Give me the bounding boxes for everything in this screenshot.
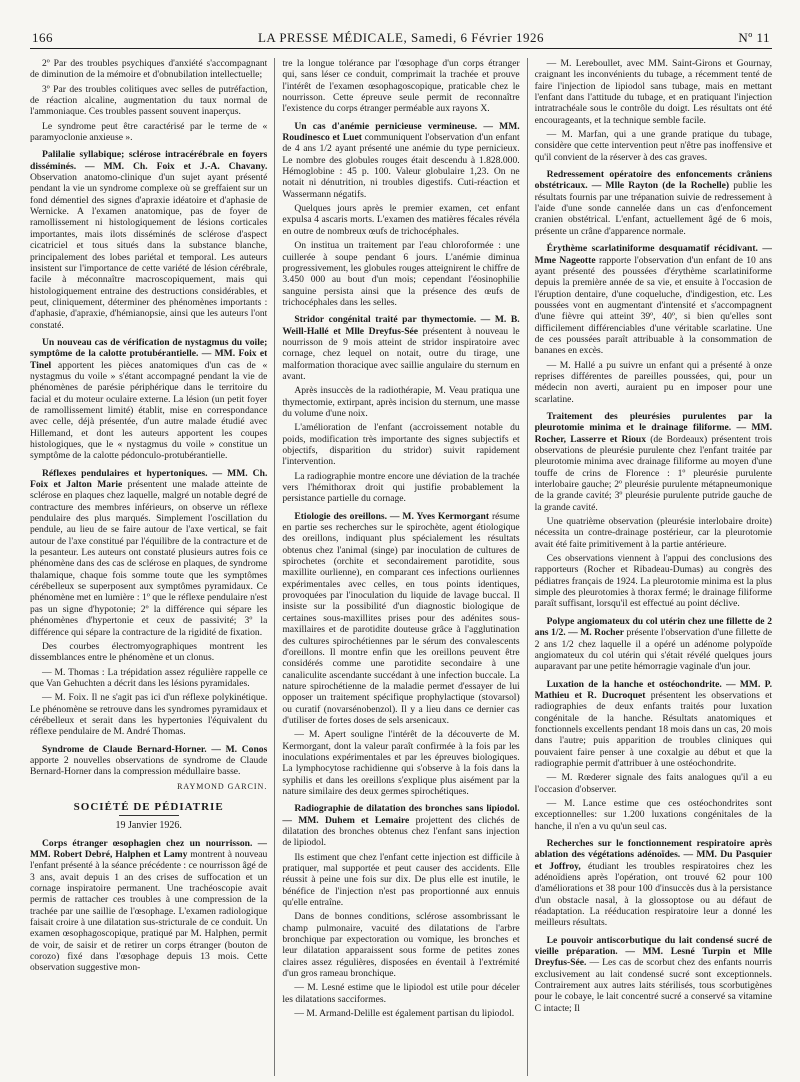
article-heading: Palilalie syllabique; sclérose intracérébrale en foyers disséminés. — MM. Ch. Foix et J.-A. Chavany. [30, 149, 268, 172]
article-heading: Radiographie de dilatation des bronches sans lipiodol. — MM. Duhem et Lemaire [282, 803, 520, 826]
paragraph: On institua un traitement par l'eau chloroformée : une cuillerée à soupe pendant 6 jours. L'anémie diminua progressivement, les globules rouges atteignirent le chiffre de 3.450 000 au bout d'un mois; cependant l'éosinophilie sanguine persista ainsi que la présence des œufs de trichocéphales dans les selles. [282, 240, 520, 308]
page-number: 166 [32, 30, 53, 45]
paragraph: — M. Rœderer signale des faits analogues qu'il a eu l'occasion d'observer. [534, 772, 772, 795]
column-separator [274, 58, 275, 1076]
article-heading: Recherches sur le fonctionnement respiratoire après ablation des végétations adénoïdes. — MM. Du Pasquier et Joffroy, [534, 838, 772, 872]
article-heading: Polype angiomateux du col utérin chez une fillette de 2 ans 1/2. — M. Rocher [534, 615, 772, 639]
paragraph: — M. Apert souligne l'intérêt de la découverte de M. Kermorgant, dont la valeur paraît confirmée à la fois par les inoculations expérimentales et par les épreuves biologiques. La lymphocytose rachidienne qui s'observe à la fois dans la syphilis et dans les oreillons s'explique plus aisément par la nature similaire des deux germes spirochétiques. [282, 729, 520, 797]
paragraph: — M. Thomas : La trépidation assez régulière rappelle ce que Van Gehuchten a décrit dans les lésions pyramidales. [30, 666, 268, 689]
page-header [30, 28, 772, 48]
article-body: résume en partie ses recherches sur le spirochète, agent étiologique des oreillons, indiquant plus spécialement les résultats obtenus chez l'animal (singe) par inoculation de cultures de spirochetes (orchite et secondairement parotidite, sous maxillite ourlienne), en comparant ces infections ourliennes expérimentales avec celles, en tous points identiques, provoquées par l'inoculation du liquide de lavage buccal. Il insiste sur la possibilité d'un diagnostic biologique de certaines sous-maxillites prises pour des adénites sous-maxillaires et de parotidite douteuse grâce à l'agglutination des cultures spirochétiennes par le sérum des convalescents d'oreillons. Il montre enfin que les oreillons peuvent être considérés comme une parotidite secondaire à une canaliculite ascendante succédant à une infection buccale. La nature spirochétienne de la maladie permet d'essayer de lui opposer un traitement spécifique prophylactique (stovarsol) ou curatif (novarsénobenzol). Il y a lieu dans ce dernier cas d'utiliser de fortes doses de sels arsenicaux. [282, 510, 520, 726]
article [30, 838, 267, 974]
paragraph: Le syndrome peut être caractérisé par le terme de « paramyoclonie anxieuse ». [30, 120, 268, 144]
article-body: (de Bordeaux) présentent trois observations de pleurésie purulente chez l'enfant traitée par pleurotomie minima avec drainage filiforme au moyen d'une touffe de crins de Florence : 1º pleurésie purulente interlobaire gauche; 2º pleurésie purulente métapneumonique de la grande cavité; 3º pleurésie purulente putride gauche de la grande cavité. [534, 433, 772, 513]
article [535, 838, 772, 929]
article-body: présentent à nouveau le nourrisson de 9 mois atteint de stridor inspiratoire avec cornage, chez lequel on notait, outre du tirage, une malformation thoracique avec saillie angulaire du sternum en avant. [282, 325, 520, 382]
article-heading: Érythème scarlatiniforme desquamatif récidivant. — Mme Nageotte [534, 243, 772, 266]
paragraph: — M. Armand-Delille est également partisan du lipiodol. [294, 1008, 515, 1020]
article-heading: Stridor congénital traité par thymectomie. — M. B. Weill-Hallé et Mlle Dreyfus-Sée [282, 314, 520, 337]
article-body: montrent à nouveau l'enfant présenté à la séance précédente : ce nourrisson âgé de 3 ans, avait depuis 1 an des crises de suffocation et un cornage inspiratoire permanent. Une trachéoscopie avait permis de rattacher ces troubles à une compression de la trachée par une saillie de l'œsophage. L'examen radiologique faisait croire à une dilatation sus-stricturale de ce conduit. Un examen œsophagoscopique, pratiqué par M. Halphen, permit de voir, de saisir et de retirer un corps étranger (bouton de corozo) fixé dans l'œsophage depuis 13 mois. Cette observation suggestive mon- [30, 849, 268, 974]
section-header [30, 802, 267, 816]
article [535, 679, 772, 770]
paragraph: — M. Lance estime que ces ostéochondrites sont exceptionnelles: sur 1.200 luxations congénitales de la hanche, il n'en a vu qu'un seul cas. [534, 797, 772, 832]
paragraph: — M. Marfan, qui a une grande pratique du tubage, considère que cette intervention peut n'être pas inoffensive et qu'il convient de la réserver à des cas graves. [534, 129, 772, 163]
paragraph: L'amélioration de l'enfant (accroissement notable du poids, modification très importante des signes subjectifs et objectifs, disparition du stridor) suivit rapidement l'intervention. [282, 422, 520, 468]
article-body: communiquent l'observation d'un enfant de 4 ans 1/2 ayant présenté une anémie du type pernicieux. Le nombre des globules rouges était descendu à 1.828.000. Hémoglobine : 45 p. 100. Valeur globulaire 1,23. On ne notait ni dénutrition, ni troubles digestifs. Cuti-réaction et Wassermann négatifs. [282, 132, 520, 200]
paragraph: tre la longue tolérance par l'œsophage d'un corps étranger qui, sans léser ce conduit, comprimait la trachée et prouve l'intérêt de l'examen œsophagoscopique, praticable chez le nourrisson. Cette épreuve seule permit de reconnaître l'existence du corps étranger perméable aux rayons X. [282, 58, 520, 115]
article-heading: Corps étranger œsophagien chez un nourrisson. — MM. Robert Debré, Halphen et Lamy [30, 837, 268, 860]
article [30, 149, 267, 331]
paragraph: — M. Foix. Il ne s'agit pas ici d'un réflexe polykinétique. Le phénomène se retrouve dans les syndromes pyramidaux et cérébelleux et serait dans les hypertonies l'équivalent du réflexe pendulaire de M. André Thomas. [30, 692, 268, 738]
article [282, 314, 519, 382]
article-heading: Un nouveau cas de vérification de nystagmus du voile; symptôme de la calotte protubérantielle. — MM. Foix et Tinel [30, 336, 268, 371]
article-heading: Syndrome de Claude Bernard-Horner. — M. Conos [42, 743, 268, 755]
article-heading: Luxation de la hanche et ostéochondrite. — MM. P. Mathieu et R. Ducroquet [534, 678, 772, 701]
paragraph: — M. Lesné estime que le lipiodol est utile pour déceler les dilatations sacciformes. [282, 982, 520, 1005]
article-body: — Les cas de scorbut chez des enfants nourris exclusivement au lait condensé sucré sont exceptionnels. Contrairement aux autres laits stérilisés, tous scorbutigènes pour le cobaye, le lait concentré sucré a conservé sa vitamine C intacte; Il [534, 957, 772, 1014]
article-body: étudiant les troubles respiratoires chez les adénoïdiens après l'opération, ont trouvé 62 pour 100 d'améliorations et 38 pour 100 d'insuccès dus à la persistance d'un obstacle nasal, à la glossoptose ou au défaut de réadaptation. La rééducation respiratoire leur a donné les meilleurs résultats. [534, 860, 772, 929]
paragraph: 3º Par des troubles colitiques avec selles de putréfaction, de réaction alcaline, augmentation du taux normal de l'ammoniaque. Ces troubles passent souvent inaperçus. [30, 83, 268, 118]
article [535, 411, 772, 513]
paragraph: Des courbes électromyographiques montrent les dissemblances entre le phénomène et un clonus. [30, 640, 268, 664]
paragraph: Dans de bonnes conditions, sclérose assombrissant le champ pulmonaire, vacuité des dilatations de l'arbre bronchique par expectoration ou vomique, les bronches et leur dilatation apparaissent sous forme de petites zones claires assez régulières, disposées en éventail à l'extrémité d'un gros rameau bronchique. [282, 911, 520, 980]
paragraph: Après insuccès de la radiothérapie, M. Veau pratiqua une thymectomie, extirpant, après incision du sternum, une masse du volume d'une noix. [282, 385, 520, 419]
article-heading: Le pouvoir antiscorbutique du lait condensé sucré de vieille préparation. — MM. Lesné Turpin et Mlle Dreyfus-Sée. [534, 934, 772, 969]
article-heading: Etiologie des oreillons. — M. Yves Kermorgant [294, 510, 490, 522]
article [535, 169, 772, 237]
column-separator [527, 58, 528, 1076]
columns [30, 58, 772, 1076]
paragraph: Une quatrième observation (pleurésie interlobaire droite) nécessita un contre-drainage postérieur, car la pleurotomie avait été faite primitivement à la partie antérieure. [534, 516, 772, 550]
article [282, 511, 519, 727]
article-heading: Traitement des pleurésies purulentes par la pleurotomie minima et le drainage filiforme. — MM. Rocher, Lasserre et Rioux [534, 410, 772, 445]
column-1 [30, 58, 267, 1076]
column-2 [282, 58, 519, 1076]
article [30, 744, 267, 778]
section-rule [119, 815, 179, 816]
paragraph: — M. Lereboullet, avec MM. Saint-Girons et Gournay, craignant les inconvénients du tubage, a récemment tenté de faire l'injection de lipiodol sans tubage, mais en mettant l'enfant dans l'attitude du tubage, et en pratiquant l'injection intratrachéale sous le contrôle du doigt. Les résultats ont été encourageants, et la technique semble facile. [534, 58, 772, 126]
paragraph: La radiographie montre encore une déviation de la trachée vers l'hémithorax droit qui justifie probablement la persistance partielle du cornage. [282, 470, 520, 505]
author-signature: RAYMOND GARCIN. [177, 781, 268, 791]
article-body: rapporte l'observation d'un enfant de 10 ans ayant présenté des poussées d'érythème scarlatiniforme depuis la première année de sa vie, et ensuite à l'occasion de l'éruption dentaire, d'une coqueluche, d'indigestion, etc. Les poussées vont en augmentant d'intensité et s'accompagnent d'une fièvre qui atteint 39º, 40º, si bien qu'elles sont difficilement différenciables d'une véritable scarlatine. Une de ces poussées paraît attribuable à la consommation de bananes en excès. [534, 254, 772, 357]
paragraph: 2º Par des troubles psychiques d'anxiété s'accompagnant de diminution de la mémoire et d'obnubilation intellectuelle; [30, 58, 268, 81]
article-body: apportent les pièces anatomiques d'un cas de « nystagmus du voile » s'étant accompagné pendant la vie de phénomènes de parésie périphérique dans le territoire du facial et du moteur oculaire externe. La lésion (un petit foyer de ramollissement limité) établit, mise en correspondance avec celle, déjà présentée, d'un autre malade étudié avec Hillemand, et dont les auteurs apportent les coupes histologiques, que le « nystagmus du voile » constitue un symptôme de la calotte pédonculo-protubérantielle. [30, 359, 268, 462]
issue-number: Nº 11 [738, 30, 770, 45]
article-body: apporte 2 nouvelles observations de syndrome de Claude Bernard-Horner dans la compression médullaire basse. [30, 754, 268, 778]
paragraph: Quelques jours après le premier examen, cet enfant expulsa 4 ascaris morts. L'examen des matières fécales révéla en outre de nombreux œufs de trichocéphales. [282, 203, 520, 237]
paragraph: Ces observations viennent à l'appui des conclusions des rapporteurs (Rocher et Ribadeau-Dumas) au congrès des pédiatres français de 1924. La pleurotomie minima est la plus simple des pleurotomies à thorax fermé; le drainage filiforme paraît suffisant, lorsqu'il est effectué au point déclive. [534, 553, 772, 610]
paragraph: — M. Hallé a pu suivre un enfant qui a présenté à onze reprises différentes de pareilles poussées, qui, pour un médecin non averti, auraient pu en imposer pour une scarlatine. [534, 359, 772, 405]
section-date: 19 Janvier 1926. [115, 820, 182, 832]
paragraph: Ils estiment que chez l'enfant cette injection est difficile à pratiquer, mal supportée et peut causer des accidents. Elle réussit à peine une fois sur dix. De plus elle est inutile, le bénéfice de l'injection n'est pas proportionné aux ennuis qu'elle entraîne. [282, 851, 520, 909]
article [535, 935, 772, 1014]
article-heading: Redressement opératoire des enfoncements crâniens obstétricaux. — Mlle Rayton (de la Rochelle) [534, 169, 772, 192]
article-heading: Réflexes pendulaires et hypertoniques. — MM. Ch. Foix et Jalton Marie [30, 467, 268, 491]
article-body: publie les résultats fournis par une trépanation suivie de redressement à l'aide d'une sonde cannelée dans un cas d'enfoncement cranien obstétrical. L'enfant, actuellement âgé de 6 mois, présente un crâne d'apparence normale. [534, 180, 772, 237]
article [282, 803, 519, 848]
article [30, 468, 267, 638]
article-body: présentent une malade atteinte de sclérose en plaques chez laquelle, malgré un notable degré de contracture des membres inférieurs, on observe un réflexe pendulaire des plus marqués. Simplement l'oscillation du pendule, au lieu de se faire autour de l'axe vertical, se fait autour de l'axe constitué par l'équilibre de la contracture et de la pesanteur. Les auteurs ont constaté plusieurs autres fois ce phénomène dans des cas de sclérose en plaques, de syndrome thalamique, chaque fois somme toute que les symptômes cérébelleux se superposent aux symptômes pyramidaux. Ce phénomène met en lumière : 1º que le réflexe pendulaire n'est pas un signe d'hypotonie; 2º la différence qui sépare les phénomènes d'hypertonie et ceux de passivité; 3º la différence qui sépare la contracture de la rigidité de fixation. [30, 479, 268, 638]
article-body: projettent des clichés de dilatation des bronches obtenus chez l'enfant sans injection de lipiodol. [282, 814, 520, 849]
section-title: SOCIÉTÉ DE PÉDIATRIE [73, 800, 224, 813]
header-rule [30, 48, 772, 49]
journal-title: LA PRESSE MÉDICALE, Samedi, 6 Février 1926 [257, 30, 545, 45]
article [282, 121, 519, 200]
article [535, 616, 772, 673]
article-heading: Un cas d'anémie pernicieuse vermineuse. — MM. Roudinesco et Luet [282, 120, 520, 144]
article-body: présente l'observation d'une fillette de 2 ans 1/2 chez laquelle il a opéré un adénome polypoïde angiomateux du col utérin qui s'était révélé quelques jours auparavant par une petite hémorragie vaginale d'un jour. [534, 627, 772, 673]
article-body: Observation anatomo-clinique d'un sujet ayant présenté pendant la vie un syndrome complexe où se greffaient sur un fond démentiel des signes d'apraxie idéatoire et d'aphasie de Wernicke. A l'examen anatomique, pas de foyer de ramollissement ni histologiquement de lésions corticales importantes, mais ilots disséminés de sclérose d'aspect cicatriciel et tous situés dans la substance blanche, principalement des lobes pariétal et temporal. Les auteurs insistent sur l'importance de cette variété de lésion cérébrale, facile à méconnaître macroscopiquement, mais qui histologiquement entraine des destructions considérables, et peut, cliniquement, déterminer des phénomènes importants : d'aphasie, d'apraxie, d'hémianopsie, ainsi que les auteurs l'ont constaté. [30, 172, 268, 331]
article [30, 337, 267, 462]
article [535, 243, 772, 356]
column-3 [535, 58, 772, 1076]
article-body: présentent les observations et radiographies de deux enfants traités pour luxation congénitale de la hanche. Résultats anatomiques et fonctionnels excellents pendant 18 mois dans un cas, 20 mois dans l'autre; puis apparition de troubles cliniques qui pouvaient faire penser à une coxalgie au début et que la radiographie permit d'attribuer à une ostéochondrite. [534, 689, 772, 769]
